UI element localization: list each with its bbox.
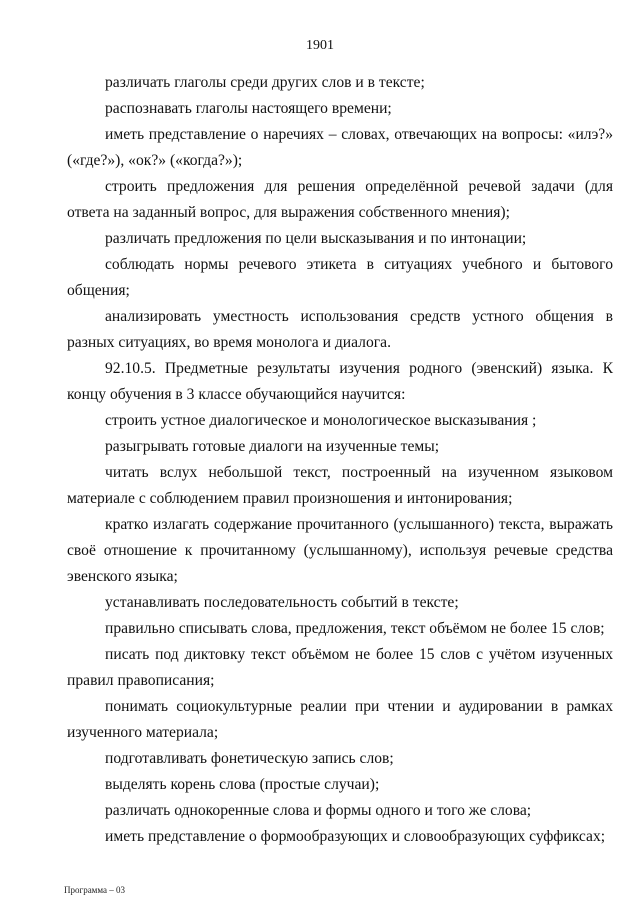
paragraph-oral-communication: анализировать уместность использования средств устного общения в разных ситуациях, во время монолога и диалога.: [67, 308, 613, 351]
paragraph-event-sequence: устанавливать последовательность событий в тексте;: [105, 594, 459, 611]
document-body: [67, 70, 613, 850]
paragraph-phonetic-transcription: подготавливать фонетическую запись слов;: [105, 750, 394, 767]
page-number: 1901: [306, 38, 334, 53]
paragraph-sentence-purpose: различать предложения по цели высказывания и по интонации;: [105, 230, 527, 247]
paragraph-word-root: выделять корень слова (простые случаи);: [105, 776, 380, 793]
paragraph-sociocultural: понимать социокультурные реалии при чтении и аудировании в рамках изученного материала;: [67, 698, 613, 741]
paragraph-retell: кратко излагать содержание прочитанного (услышанного) текста, выражать своё отношение к прочитанному (услышанному), используя речевые средства эвенского языка;: [67, 516, 613, 585]
paragraph-dialogic-monologic: строить устное диалогическое и монологическое высказывания ;: [105, 412, 537, 429]
paragraph-cognate-words: различать однокоренные слова и формы одного и того же слова;: [105, 802, 532, 819]
paragraph-build-sentences: строить предложения для решения определённой речевой задачи (для ответа на заданный вопрос, для выражения собственного мнения);: [67, 178, 613, 221]
paragraph-read-aloud: читать вслух небольшой текст, построенный на изученном языковом материале с соблюдением правил произношения и интонирования;: [67, 464, 613, 507]
paragraph-suffixes: иметь представление о формообразующих и словообразующих суффиксах;: [105, 828, 606, 845]
paragraph-act-dialogues: разыгрывать готовые диалоги на изученные темы;: [105, 438, 440, 455]
section-heading-92-10-5: 92.10.5. Предметные результаты изучения родного (эвенский) языка. К концу обучения в 3 классе обучающийся научится:: [67, 360, 613, 403]
paragraph-adverbs: иметь представление о наречиях – словах, отвечающих на вопросы: «илэ?» («где?»), «ок?» («когда?»);: [67, 126, 613, 169]
paragraph-copy-text: правильно списывать слова, предложения, текст объёмом не более 15 слов;: [105, 620, 605, 637]
footer-program-label: Программа – 03: [64, 885, 126, 895]
paragraph-verbs-distinguish: различать глаголы среди других слов и в тексте;: [105, 74, 425, 91]
paragraph-verbs-present-tense: распознавать глаголы настоящего времени;: [105, 100, 392, 117]
paragraph-speech-etiquette: соблюдать нормы речевого этикета в ситуациях учебного и бытового общения;: [67, 256, 613, 299]
paragraph-dictation: писать под диктовку текст объёмом не более 15 слов с учётом изученных правил правописания;: [67, 646, 613, 689]
